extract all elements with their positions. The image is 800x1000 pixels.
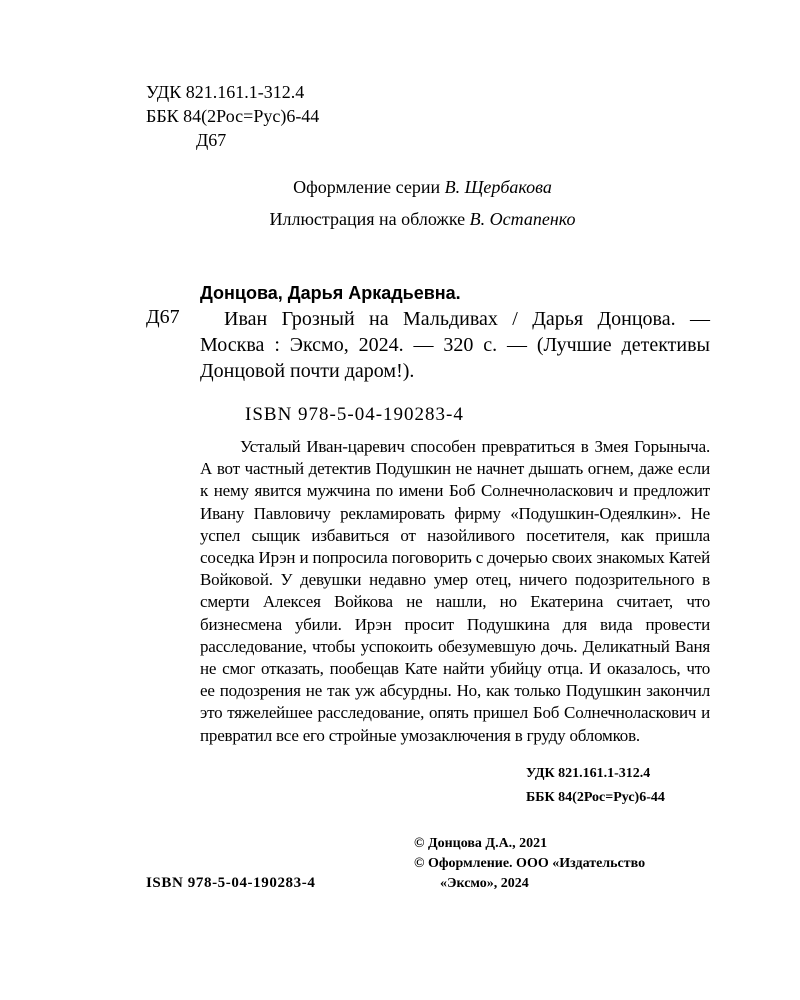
bottom-udk: УДК 821.161.1-312.4 [526, 766, 651, 781]
copyright-design: © Оформление. ООО «Издательство [414, 856, 646, 871]
isbn-record: ISBN 978-5-04-190283-4 [245, 404, 464, 425]
annotation-text: Усталый Иван-царевич способен превратиться в Змея Горыныча. А вот частный детектив Подушкин не начнет дышать огнем, даже если к нему явится мужчина по имени Боб Солнечноласкович и предложит Ивану Павловичу рекламировать фирму «Подушкин-Одеялкин». Не успел сыщик избавиться от назойливого посетителя, как пришла соседка Ирэн и попросила поговорить с дочерью своих знакомых Катей Войковой. У девушки недавно умер отец, ничего подозрительного в смерти Алексея Войкова не нашли, но Екатерина считает, что бизнесмена убили. Ирэн просит Подушкина для вида провести расследование, чтобы успокоить обезумевшую дочь. Деликатный Ваня не смог отказать, пообещав Кате найти убийцу отца. И оказалось, что ее подозрения не так уж абсурдны. Но, как только Подушкин закончил это тяжелейшее расследование, опять пришел Боб Солнечноласкович и превратил все его стройные умозаключения в груду обломков. [200, 437, 710, 745]
book-author: Донцова, Дарья Аркадьевна. [200, 283, 461, 303]
bottom-isbn: ISBN 978-5-04-190283-4 [146, 875, 316, 891]
bottom-bbk: ББК 84(2Рос=Рус)6-44 [526, 790, 665, 805]
cover-illustration-label: Иллюстрация на обложке [269, 209, 466, 229]
udk-code: УДК 821.161.1-312.4 [146, 82, 305, 102]
copyright-publisher: «Эксмо», 2024 [440, 876, 529, 891]
bottom-classification [526, 762, 665, 810]
series-design-credit [0, 177, 800, 198]
cover-illustration-credit [0, 209, 800, 230]
series-design-name: В. Щербакова [444, 177, 552, 197]
cover-illustration-name: В. Остапенко [469, 209, 576, 229]
classification-block [146, 80, 319, 152]
bbk-code: ББК 84(2Рос=Рус)6-44 [146, 106, 320, 126]
author-mark: Д67 [196, 130, 227, 150]
series-design-label: Оформление серии [293, 177, 441, 197]
copyright-author: © Донцова Д.А., 2021 [414, 836, 548, 851]
bibliographic-record [200, 280, 710, 384]
bib-author-mark: Д67 [146, 306, 180, 328]
copyright-block [414, 834, 645, 894]
book-entry: Иван Грозный на Мальдивах / Дарья Донцова. — Москва : Эксмо, 2024. — 320 с. — (Лучшие детективы Донцовой почти даром!). [200, 308, 710, 382]
